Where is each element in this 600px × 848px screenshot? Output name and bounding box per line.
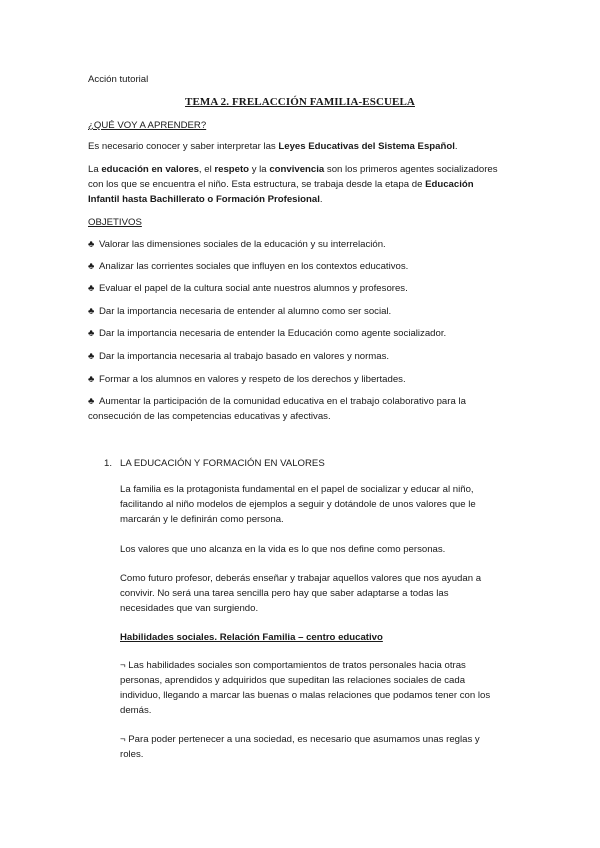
objective-item (88, 237, 518, 252)
objective-text: Formar a los alumnos en valores y respeto de los derechos y libertades. (99, 374, 406, 385)
club-bullet-icon: ♣ (88, 306, 95, 317)
document-header: Acción tutorial (88, 74, 149, 85)
section-paragraph-line: facilitando al niño modelos de ejemplos a seguir y dotándole de unos valores que le (120, 499, 476, 510)
objective-item (88, 281, 518, 296)
objective-text: Valorar las dimensiones sociales de la educación y su interrelación. (99, 239, 386, 250)
intro-text: , el (198, 164, 215, 175)
intro-text: son los primeros agentes socializadores (324, 164, 498, 175)
intro-text: con los que se encuentra el niño. Esta estructura, se trabaja desde la etapa de (88, 179, 426, 190)
section-paragraph-line: Como futuro profesor, deberás enseñar y trabajar aquellos valores que nos ayudan a (120, 573, 482, 584)
intro-bold-text: convivencia (269, 164, 325, 175)
section-paragraph-line: marcarán y le definirán como persona. (120, 514, 284, 525)
section-paragraph-line: ¬ Para poder pertenecer a una sociedad, es necesario que asumamos unas reglas y (120, 734, 480, 745)
club-bullet-icon: ♣ (88, 261, 95, 272)
section-paragraph-line: individuo, llegando a marcar las buenas o malas relaciones que podamos tener con los (120, 690, 491, 701)
objective-item (88, 372, 518, 387)
club-bullet-icon: ♣ (88, 396, 95, 407)
page-title: TEMA 2. FRELACCIÓN FAMILIA-ESCUELA (185, 96, 415, 108)
section-paragraph-line: personas, aprendidos y adquiridos que supeditan las relaciones sociales de cada (120, 675, 466, 686)
section-paragraph-line: convivir. No será una tarea sencilla pero hay que saber adaptarse a todas las (120, 588, 449, 599)
intro-text: . (319, 194, 323, 205)
section-paragraph-line: Los valores que uno alcanza en la vida es lo que nos define como personas. (120, 544, 446, 555)
intro-text: Es necesario conocer y saber interpretar las (88, 141, 279, 152)
objective-item (88, 304, 518, 319)
intro-text: La (88, 164, 102, 175)
subsection-heading: Habilidades sociales. Relación Familia – centro educativo (120, 632, 383, 643)
section-title: LA EDUCACIÓN Y FORMACIÓN EN VALORES (120, 458, 325, 469)
objectives-heading: OBJETIVOS (88, 217, 142, 228)
intro-bold-text: Infantil hasta Bachillerato o Formación Profesional (88, 194, 320, 205)
intro-paragraph-2-line-3 (88, 192, 518, 207)
objective-item (88, 326, 518, 341)
club-bullet-icon: ♣ (88, 239, 95, 250)
intro-bold-text: respeto (214, 164, 250, 175)
objective-item (88, 259, 518, 274)
objective-item-last-line-2: consecución de las competencias educativas y afectivas. (88, 411, 331, 422)
club-bullet-icon: ♣ (88, 374, 95, 385)
objective-text: Evaluar el papel de la cultura social ante nuestros alumnos y profesores. (99, 283, 408, 294)
intro-paragraph-2-line-2 (88, 177, 518, 192)
section-paragraph-line: La familia es la protagonista fundamental en el papel de socializar y educar al niño, (120, 484, 474, 495)
section-paragraph-line: necesidades que van surgiendo. (120, 603, 259, 614)
objective-text: Dar la importancia necesaria de entender la Educación como agente socializador. (99, 328, 447, 339)
intro-bold-text: Educación (425, 179, 474, 190)
club-bullet-icon: ♣ (88, 351, 95, 362)
intro-text: . (454, 141, 458, 152)
section-paragraph-line: roles. (120, 749, 144, 760)
intro-paragraph-2-line-1 (88, 162, 518, 177)
objective-text: Aumentar la participación de la comunidad educativa en el trabajo colaborativo para la (99, 396, 466, 407)
objective-text: Analizar las corrientes sociales que influyen en los contextos educativos. (99, 261, 409, 272)
objective-text: Dar la importancia necesaria al trabajo basado en valores y normas. (99, 351, 390, 362)
intro-bold-text: Leyes Educativas del Sistema Español (278, 141, 455, 152)
club-bullet-icon: ♣ (88, 328, 95, 339)
subheading-que-voy-a-aprender: ¿QUÉ VOY A APRENDER? (88, 120, 207, 131)
section-paragraph-line: demás. (120, 705, 152, 716)
intro-text: y la (249, 164, 270, 175)
intro-paragraph-1 (88, 139, 518, 154)
objective-text: Dar la importancia necesaria de entender al alumno como ser social. (99, 306, 392, 317)
section-paragraph-line: ¬ Las habilidades sociales son comportamientos de tratos personales hacia otras (120, 660, 466, 671)
club-bullet-icon: ♣ (88, 283, 95, 294)
objective-item-last-line-1 (88, 394, 518, 409)
objective-item (88, 349, 518, 364)
section-number: 1. (104, 458, 113, 469)
intro-bold-text: educación en valores (101, 164, 199, 175)
